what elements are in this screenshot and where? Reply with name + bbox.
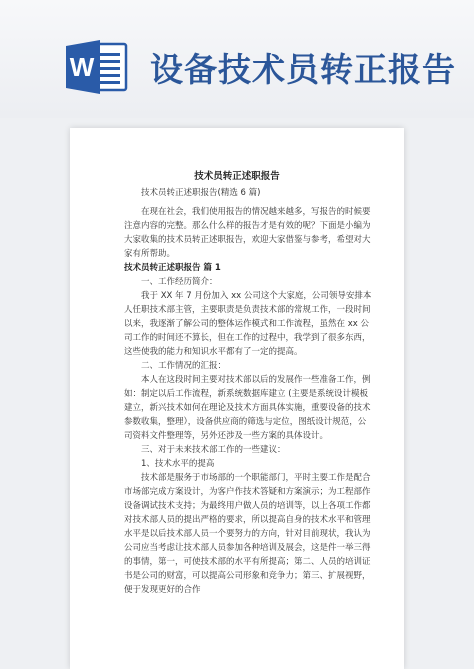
item-heading-1: 一、工作经历简介： [141, 277, 218, 287]
banner [0, 0, 474, 118]
document-subtitle: 技术员转正述职报告(精选 6 篇) [141, 188, 261, 198]
document-body [124, 186, 374, 597]
intro-paragraph: 在现在社会，我们使用报告的情况越来越多，写报告的时候要注意内容的完整。那么什么样的报告才是有效的呢？下面是小编为大家收集的技术员转正述职报告，欢迎大家借鉴与参考，希望对大家有所帮助。 [124, 207, 371, 259]
document-title: 技术员转正述职报告 [194, 171, 280, 182]
word-logo-letter: W [69, 52, 95, 82]
section-heading: 技术员转正述职报告 篇 1 [124, 263, 221, 273]
document-page [70, 128, 404, 669]
word-icon [66, 38, 128, 96]
paragraph-3: 技术部是服务于市场部的一个职能部门，平时主要工作是配合市场部完成方案设计，为客户作技术答疑和方案演示；为工程部作设备调试技术支持；为最终用户做人员的培训等，以上各项工作都对技术部人员的提出严格的要求，所以提高自身的技术水平和管理水平是以后技术部人员一个要努力的方向，针对目前现状，我认为公司应当考虑让技术部人员参加各种培训及展会，这是件一举三得的事情，第一，可使技术部的水平有所提高；第二、人员的培训证书是公司的财富，可以提高公司形象和竞争力；第三、扩展视野，便于发现更好的合作 [124, 473, 371, 595]
banner-title: 设备技术员转正报告 [150, 50, 456, 89]
item-heading-3-1: 1、技术水平的提高 [141, 459, 215, 469]
item-heading-2: 二、工作情况的汇报： [141, 361, 227, 371]
paragraph-1: 我于 XX 年 7 月份加入 xx 公司这个大家庭，公司领导安排本人任职技术部主管，主要职责是负责技术部的常规工作，一段时间以来，我逐渐了解公司的整体运作模式和工作流程，虽然在 xx 公司工作的时间还不算长，但在工作的过程中，我学到了很多东西，这些使我的能力和知识水平都有了一定的提高。 [124, 291, 372, 357]
paragraph-2: 本人在这段时间主要对技术部以后的发展作一些准备工作，例如：制定以后工作流程，新系统数据库建立 (主要是系统设计模板建立，新兴技术如何在理论及技术方面具体实施，重要设备的技术参数收集，整理），设备供应商的筛选与定位，图纸设计规范，公司资料文件整理等，另外还涉及一些方案的具体设计。 [124, 375, 371, 441]
item-heading-3: 三、对于未来技术部工作的一些建议： [141, 445, 286, 455]
